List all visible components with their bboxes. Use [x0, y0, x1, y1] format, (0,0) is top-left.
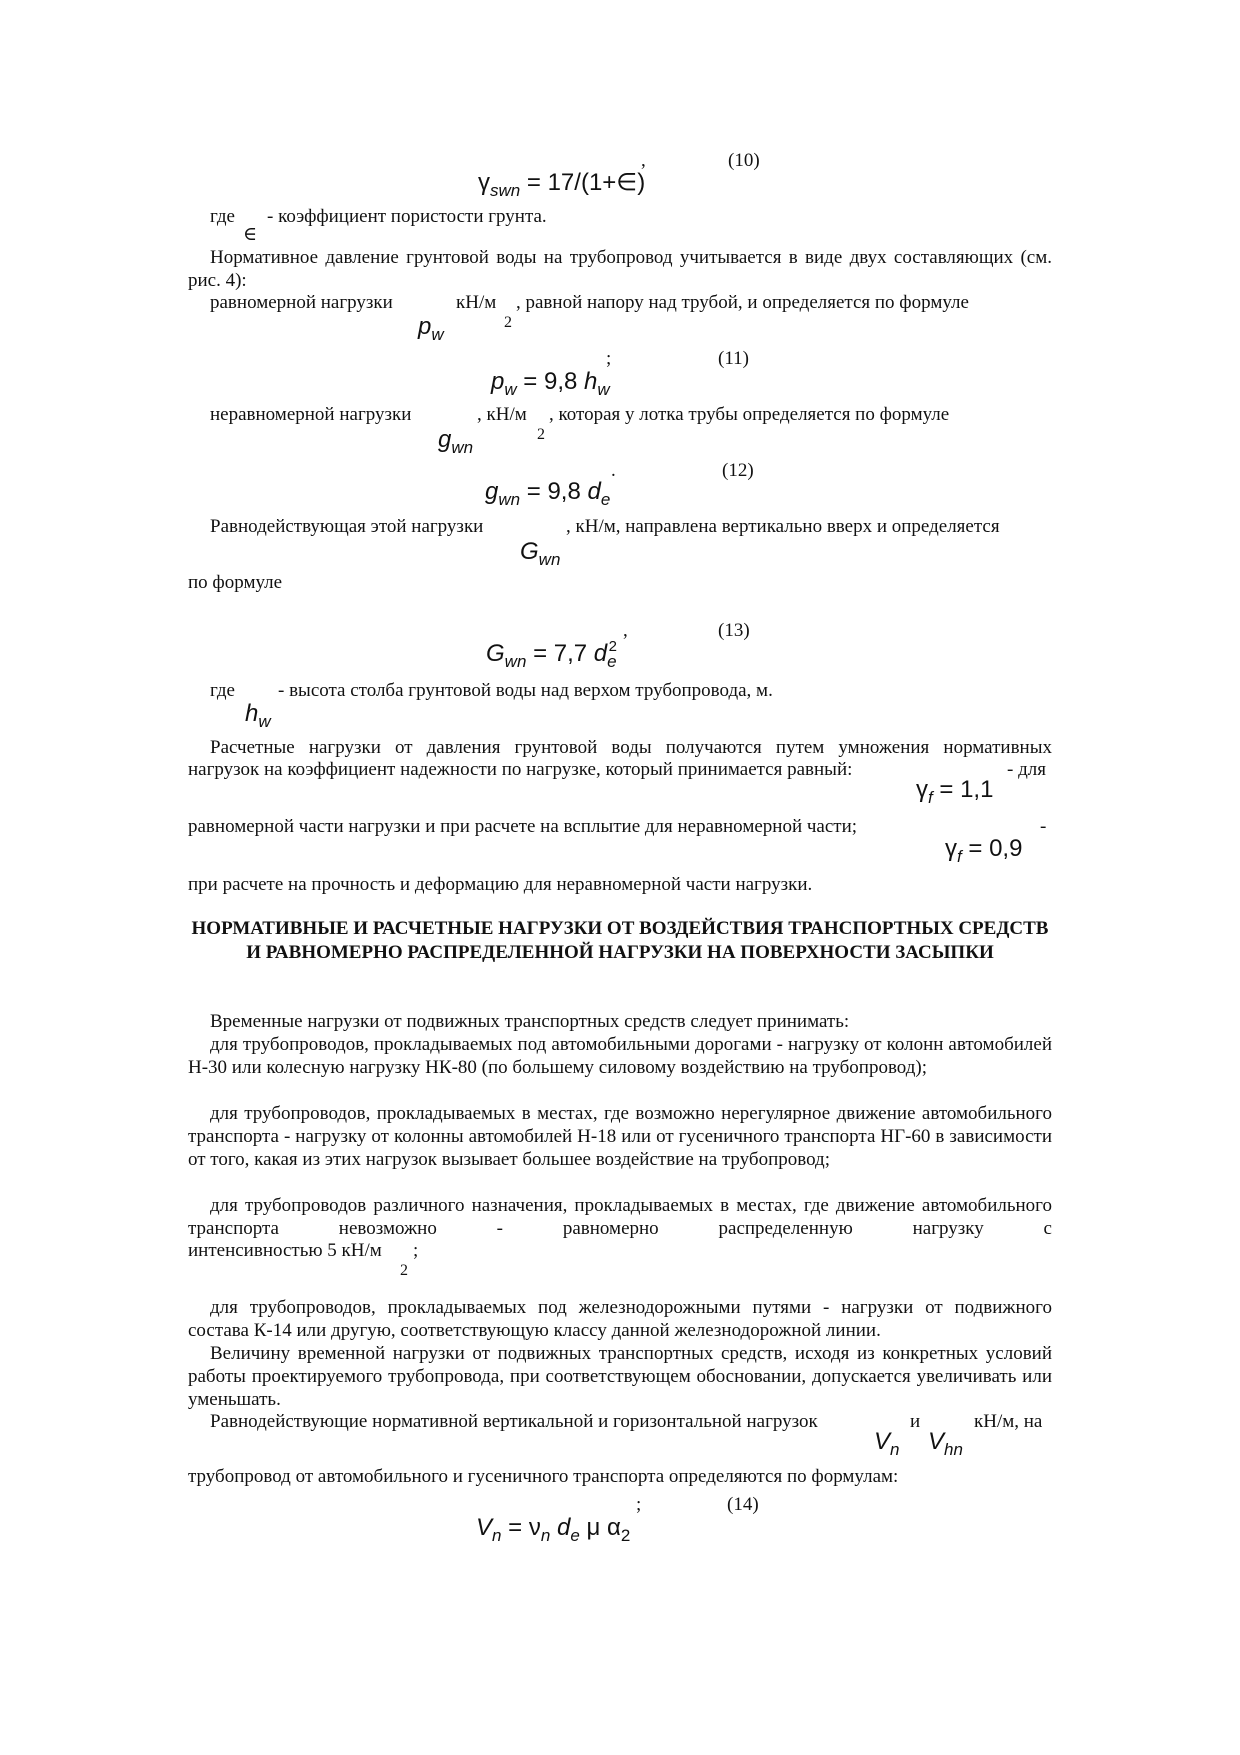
equation-11-number: (11) — [718, 348, 749, 369]
equation-14-number: (14) — [727, 1494, 759, 1515]
resultant-label: Равнодействующая этой нагрузки — [210, 516, 484, 537]
where-hw-label: где — [210, 680, 235, 701]
pw-variable: $p_w$ — [418, 313, 444, 344]
resultants-label: Равнодействующие нормативной вертикальной и горизонтальной нагрузок — [210, 1411, 818, 1432]
equation-13-number: (13) — [718, 620, 750, 641]
resultant-text: , кН/м, направлена вертикально вверх и определяется — [566, 516, 1000, 537]
epsilon-symbol: ∈ — [243, 224, 258, 245]
paragraph-various-purpose: для трубопроводов различного назначения, прокладываемых в местах, где движение автомобильного транспорта невозможно - равномерно распределенную нагрузку с — [188, 1195, 1052, 1239]
paragraph-irregular-traffic: для трубопроводов, прокладываемых в местах, где возможно нерегулярное движение автомобильного транспорта - нагрузку от колонны автомобилей Н-18 или от гусеничного транспорта НГ-60 в зависимости от того, какая из этих нагрузок вызывает большее воздействие на трубопровод; — [188, 1103, 1052, 1170]
Vhn-variable: $V_{hn}$ — [928, 1428, 963, 1459]
resultants-and: и — [910, 1411, 921, 1432]
equation-10-punct: , — [641, 150, 646, 171]
equation-12-number: (12) — [722, 460, 754, 481]
hw-variable: $h_w$ — [245, 700, 271, 731]
paragraph-design-loads-2: нагрузок на коэффициент надежности по нагрузке, который принимается равный: — [188, 759, 853, 780]
uniform-load-exponent: 2 — [504, 314, 512, 331]
paragraph-roads: для трубопроводов, прокладываемых под автомобильными дорогами - нагрузку от колонн автомобилей Н-30 или колесную нагрузку НК-80 (по большему силовому воздействию на трубопровод); — [188, 1034, 1052, 1078]
paragraph-various-end: ; — [413, 1240, 419, 1261]
gamma-f-1-1: $\gamma_f = 1,1$ — [916, 776, 994, 807]
uniform-load-text: , равной напору над трубой, и определяется по формуле — [516, 292, 969, 313]
section-heading: НОРМАТИВНЫЕ И РАСЧЕТНЫЕ НАГРУЗКИ ОТ ВОЗДЕЙСТВИЯ ТРАНСПОРТНЫХ СРЕДСТВ И РАВНОМЕРНО РАСПРЕДЕЛЕННОЙ НАГРУЗКИ НА ПОВЕРХНОСТИ ЗАСЫПКИ — [191, 918, 1049, 963]
equation-11: $p_w = 9,8$ $h_w$ — [491, 368, 610, 399]
paragraph-design-loads-3-end: - — [1040, 816, 1047, 837]
equation-12: $g_{wn} = 9,8$ $d_e$ — [485, 478, 611, 509]
paragraph-railway: для трубопроводов, прокладываемых под железнодорожными путями - нагрузки от подвижного состава К-14 или другую, соответствующую классу данной железнодорожной линии. — [188, 1297, 1052, 1341]
equation-12-punct: . — [611, 460, 616, 481]
where-label: где — [210, 206, 235, 227]
paragraph-design-loads-2-end: - для — [1007, 759, 1046, 780]
paragraph-normative-pressure: Нормативное давление грунтовой воды на трубопровод учитывается в виде двух составляющих (см. рис. 4): — [188, 247, 1052, 291]
Vn-variable: $V_n$ — [874, 1428, 900, 1459]
paragraph-temporary-loads: Временные нагрузки от подвижных транспортных средств следует принимать: — [210, 1011, 850, 1032]
paragraph-magnitude: Величину временной нагрузки от подвижных транспортных средств, исходя из конкретных условий работы проектируемого трубопровода, при соответствующем обосновании, допускается увеличивать или уменьшать. — [188, 1343, 1052, 1410]
nonuniform-load-exponent: 2 — [537, 426, 545, 443]
gamma-f-0-9: $\gamma_f = 0,9$ — [945, 835, 1023, 866]
uniform-load-unit: кН/м — [456, 292, 497, 313]
equation-14-punct: ; — [636, 1494, 642, 1515]
by-formula-label: по формуле — [188, 572, 283, 593]
equation-10: $\gamma_{swn}$ = 17/(1+∈) — [478, 169, 646, 200]
resultants-unit: кН/м, на — [974, 1411, 1043, 1432]
nonuniform-load-text: , которая у лотка трубы определяется по формуле — [549, 404, 950, 425]
gwn-variable: $g_{wn}$ — [438, 426, 474, 457]
paragraph-design-loads-3: равномерной части нагрузки и при расчете на всплытие для неравномерной части; — [188, 816, 858, 837]
pipeline-formulas-line: трубопровод от автомобильного и гусеничного транспорта определяются по формулам: — [188, 1466, 899, 1487]
paragraph-design-loads: Расчетные нагрузки от давления грунтовой воды получаются путем умножения нормативных — [210, 737, 1052, 758]
Gwn-variable: $G_{wn}$ — [520, 538, 561, 569]
equation-11-punct: ; — [606, 348, 612, 369]
equation-13: $G_{wn} = 7,7$ $d_e^2$ — [486, 638, 617, 671]
nonuniform-load-unit: , кН/м — [477, 404, 527, 425]
hw-description: - высота столба грунтовой воды над верхом трубопровода, м. — [278, 680, 773, 701]
equation-10-number: (10) — [728, 150, 760, 171]
equation-13-punct: , — [623, 620, 628, 641]
paragraph-design-loads-4: при расчете на прочность и деформацию для неравномерной части нагрузки. — [188, 874, 813, 895]
epsilon-description: - коэффициент пористости грунта. — [267, 206, 547, 227]
uniform-load-label: равномерной нагрузки — [210, 292, 393, 313]
paragraph-various-exponent: 2 — [400, 1262, 408, 1279]
paragraph-various-intensity: интенсивностью 5 кН/м — [188, 1240, 382, 1261]
nonuniform-load-label: неравномерной нагрузки — [210, 404, 412, 425]
equation-14: $V_n = \nu_n$ $d_e$ μ $\alpha_2$ — [476, 1514, 631, 1545]
